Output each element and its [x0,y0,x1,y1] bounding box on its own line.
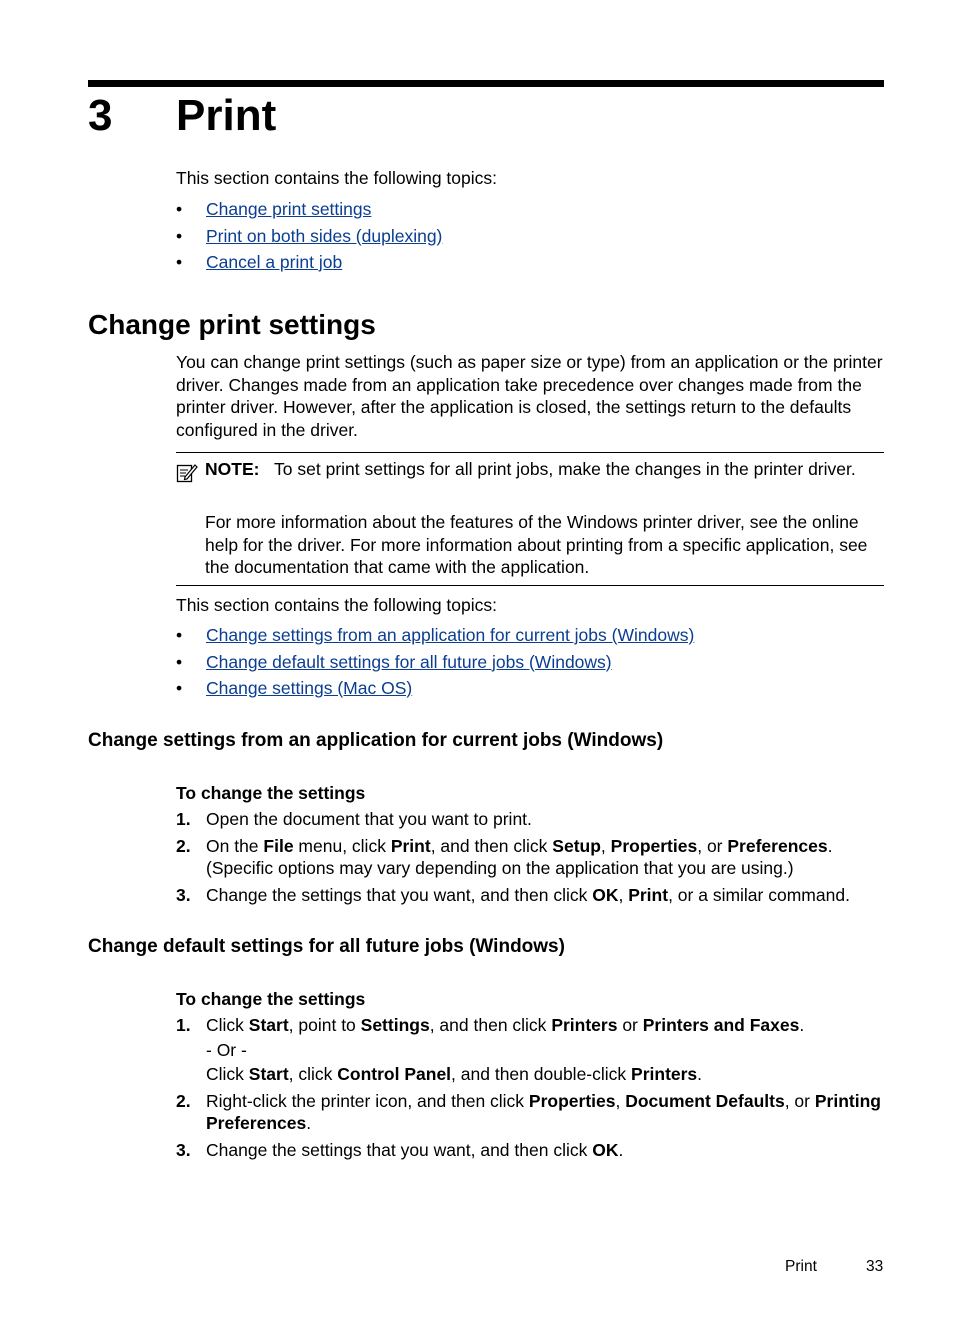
step-number: 3. [176,1139,191,1160]
topics-list-section [176,624,694,704]
section-heading: Change print settings [88,309,376,340]
note-label: NOTE: [205,459,260,479]
list-item: • Print on both sides (duplexing) [176,225,443,246]
bold-term: Properties [610,835,698,856]
list-item: • Change settings (Mac OS) [176,678,413,698]
topics-list-chapter [176,198,442,278]
link-change-print-settings[interactable]: Change print settings [206,199,372,219]
text-run: , [600,835,611,856]
step-text [206,885,850,905]
note-text [205,458,884,481]
section-paragraph: You can change print settings (such as paper size or type) from an application or the printer driver. Changes made from an application take precedence over changes made from the printer driver. However, after the application is closed, the settings return to the defaults configured in the driver. [176,352,883,440]
bold-term: Printers and Faxes [642,1015,800,1035]
note-pencil-icon [176,461,198,483]
bold-term: Preferences [727,835,828,856]
text-run: . (Specific options may vary depending on the application that you are using.) [206,835,833,878]
link-cancel-print-job[interactable]: Cancel a print job [206,252,343,272]
bold-term: Setup [552,835,601,856]
steps-current-jobs [176,808,884,906]
chapter-number: 3 [88,91,113,140]
list-item: • Change settings from an application for current jobs (Windows) [176,625,695,645]
text-run: Open the document that you want to print. [206,809,532,829]
step-text [206,1014,884,1037]
bold-term: Printers [551,1015,618,1035]
or-separator: - Or - [206,1039,247,1060]
text-run: On the [206,835,264,856]
bold-term: Printers [631,1064,698,1084]
text-run: , or a similar command. [668,884,850,905]
link-default-settings[interactable]: Change default settings for all future jobs (Windows) [206,651,612,672]
chapter-title: Print [176,91,277,140]
bold-term: OK [592,884,619,905]
text-run: . [306,1113,312,1133]
bold-term: Control Panel [337,1064,452,1084]
step-text [206,809,532,829]
list-item [176,1014,884,1086]
text-run: or [617,1015,643,1035]
note-more-text: For more information about the features of the Windows printer driver, see the online help for the driver. For more information about printing from a specific application, see the documentation that came with the application. [205,512,868,577]
step-number: 3. [176,884,191,905]
bold-term: Printing Preferences [206,1090,881,1133]
bold-term: Print [628,884,669,905]
list-item: • Change default settings for all future jobs (Windows) [176,651,612,672]
text-run: Click [206,1064,249,1084]
bold-term: Start [248,1064,289,1084]
bold-term: Print [390,835,431,856]
bold-term: File [263,835,294,856]
text-run: , and then click [430,835,553,856]
procedure-heading: To change the settings [176,783,366,803]
text-run: . [618,1139,624,1160]
steps-default-settings [176,1014,884,1161]
list-item: • Cancel a print job [176,252,343,272]
step-number: 2. [176,835,191,856]
list-item [176,808,884,831]
step-number: 2. [176,1090,191,1111]
text-run: . [697,1064,703,1084]
section-intro-text: This section contains the following topics: [176,595,497,615]
step-text [206,1140,623,1160]
text-run: Click [206,1015,249,1035]
text-run: Change the settings that you want, and then click [206,884,593,905]
bold-term: OK [592,1139,619,1160]
subsection-heading-current-jobs: Change settings from an application for current jobs (Windows) [88,730,664,751]
chapter-top-rule [88,80,884,87]
text-run: , point to [288,1015,361,1035]
list-item [176,835,884,880]
list-item [176,884,884,907]
note-bottom-rule [176,585,884,586]
list-item: • Change print settings [176,199,372,219]
link-mac-settings[interactable]: Change settings (Mac OS) [206,678,413,698]
bold-term: Settings [360,1015,430,1035]
text-run: , and then click [429,1015,552,1035]
text-run: , or [784,1090,815,1111]
text-run: . [799,1015,805,1035]
text-run: , click [288,1064,338,1084]
bold-term: Start [248,1015,289,1035]
text-run: , and then double-click [451,1064,632,1084]
link-settings-current-jobs[interactable]: Change settings from an application for current jobs (Windows) [206,625,695,645]
list-item [176,1090,884,1135]
link-duplexing[interactable]: Print on both sides (duplexing) [206,225,443,246]
bold-term: Properties [528,1090,616,1111]
text-run: , [618,884,629,905]
step-text [206,1091,881,1134]
note-top-rule [176,452,884,453]
intro-text: This section contains the following topics: [176,168,497,188]
note-body: To set print settings for all print jobs, make the changes in the printer driver. [274,459,856,479]
procedure-heading: To change the settings [176,989,366,1009]
footer-section-label: Print [785,1258,817,1275]
step-text [206,836,832,879]
step-number: 1. [176,809,191,829]
step-text-alt [206,1063,884,1086]
subsection-heading-default-settings: Change default settings for all future jobs (Windows) [88,936,565,957]
text-run: menu, click [293,835,391,856]
text-run: , [615,1090,626,1111]
footer-page-number: 33 [866,1258,884,1275]
bold-term: Document Defaults [625,1090,785,1111]
text-run: Change the settings that you want, and then click [206,1139,593,1160]
text-run: Right-click the printer icon, and then click [206,1090,529,1111]
text-run: , or [697,835,728,856]
list-item [176,1139,884,1162]
step-number: 1. [176,1015,191,1035]
